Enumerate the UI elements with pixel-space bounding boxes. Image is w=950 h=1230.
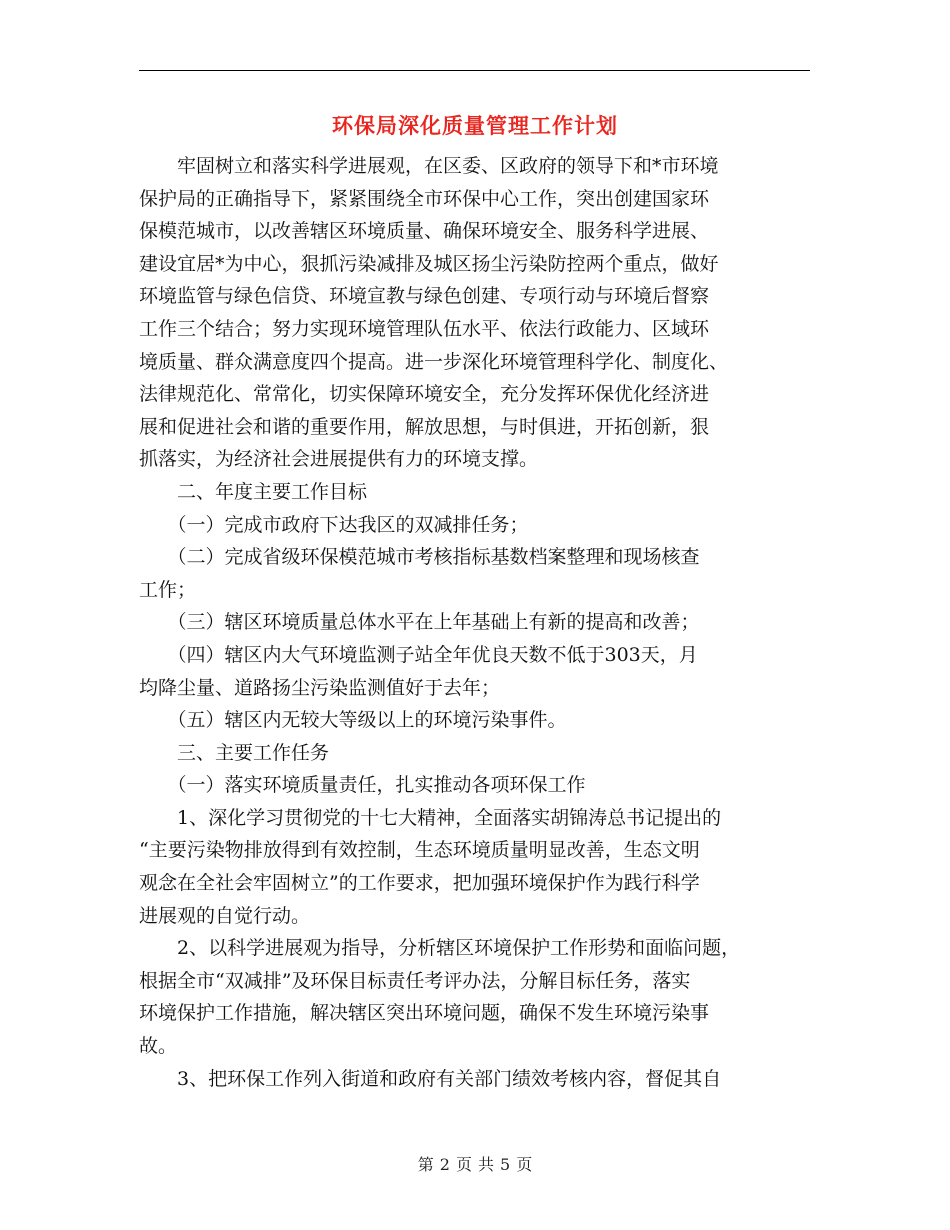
body-line: 环境监管与绿色信贷、环境宣教与绿色创建、专项行动与环境后督察 xyxy=(139,285,710,308)
footer-page-prefix: 第 xyxy=(417,1155,434,1174)
body-line: 1、深化学习贯彻党的十七大精神，全面落实胡锦涛总书记提出的 xyxy=(139,806,722,829)
body-line: （五）辖区内无较大等级以上的环境污染事件。 xyxy=(139,709,567,732)
body-line: 三、主要工作任务 xyxy=(139,741,330,764)
body-line: 建设宜居*为中心，狠抓污染减排及城区扬尘污染防控两个重点，做好 xyxy=(139,252,719,275)
body-line: 境质量、群众满意度四个提高。进一步深化环境管理科学化、制度化、 xyxy=(139,350,729,373)
body-line: 保护局的正确指导下，紧紧围绕全市环保中心工作，突出创建国家环 xyxy=(139,187,710,210)
body-line: 牢固树立和落实科学进展观，在区委、区政府的领导下和*市环境 xyxy=(139,155,719,177)
body-line: 2、以科学进展观为指导，分析辖区环境保护工作形势和面临问题， xyxy=(139,937,741,960)
footer-page-unit: 页 xyxy=(455,1155,472,1174)
body-line: 根据全市“双减排”及环保目标责任考评办法，分解目标任务，落实 xyxy=(139,969,691,992)
body-line: 法律规范化、常常化，切实保障环境安全，充分发挥环保优化经济进 xyxy=(139,383,710,406)
footer-total-unit: 页 xyxy=(516,1155,533,1174)
body-line: 进展观的自觉行动。 xyxy=(139,904,311,927)
body-line: 环境保护工作措施，解决辖区突出环境问题，确保不发生环境污染事 xyxy=(139,1002,710,1025)
body-line: 二、年度主要工作目标 xyxy=(139,480,368,503)
footer-total-prefix: 共 xyxy=(478,1155,495,1174)
body-line: 工作三个结合；努力实现环境管理队伍水平、依法行政能力、区域环 xyxy=(139,317,710,340)
body-line: （四）辖区内大气环境监测子站全年优良天数不低于303天，月 xyxy=(139,643,698,666)
body-line: 3、把环保工作列入街道和政府有关部门绩效考核内容，督促其自 xyxy=(139,1067,722,1090)
body-line: 保模范城市，以改善辖区环境质量、确保环境安全、服务科学进展、 xyxy=(139,220,710,243)
body-line: （一）完成市政府下达我区的双减排任务； xyxy=(139,513,529,536)
footer-total-pages: 5 xyxy=(500,1155,511,1174)
header-rule xyxy=(139,70,810,71)
body-line: （一）落实环境质量责任，扎实推动各项环保工作 xyxy=(139,774,586,797)
body-line: 展和促进社会和谐的重要作用，解放思想，与时俱进，开拓创新，狠 xyxy=(139,415,710,438)
body-line: “主要污染物排放得到有效控制，生态环境质量明显改善，生态文明 xyxy=(139,839,700,862)
body-line: 抓落实，为经济社会进展提供有力的环境支撑。 xyxy=(139,448,539,471)
body-line: （二）完成省级环保模范城市考核指标基数档案整理和现场核查 xyxy=(139,546,700,569)
footer-page-number: 2 xyxy=(439,1155,450,1174)
body-line: 工作； xyxy=(139,578,197,601)
document-title: 环保局深化质量管理工作计划 xyxy=(332,113,618,138)
body-line: 观念在全社会牢固树立”的工作要求，把加强环境保护作为践行科学 xyxy=(139,872,700,895)
body-line: 故。 xyxy=(139,1035,178,1058)
body-line: （三）辖区环境质量总体水平在上年基础上有新的提高和改善； xyxy=(139,611,700,634)
body-line: 均降尘量、道路扬尘污染监测值好于去年； xyxy=(139,676,501,699)
document-body xyxy=(139,150,819,1095)
page-footer xyxy=(0,1152,950,1175)
